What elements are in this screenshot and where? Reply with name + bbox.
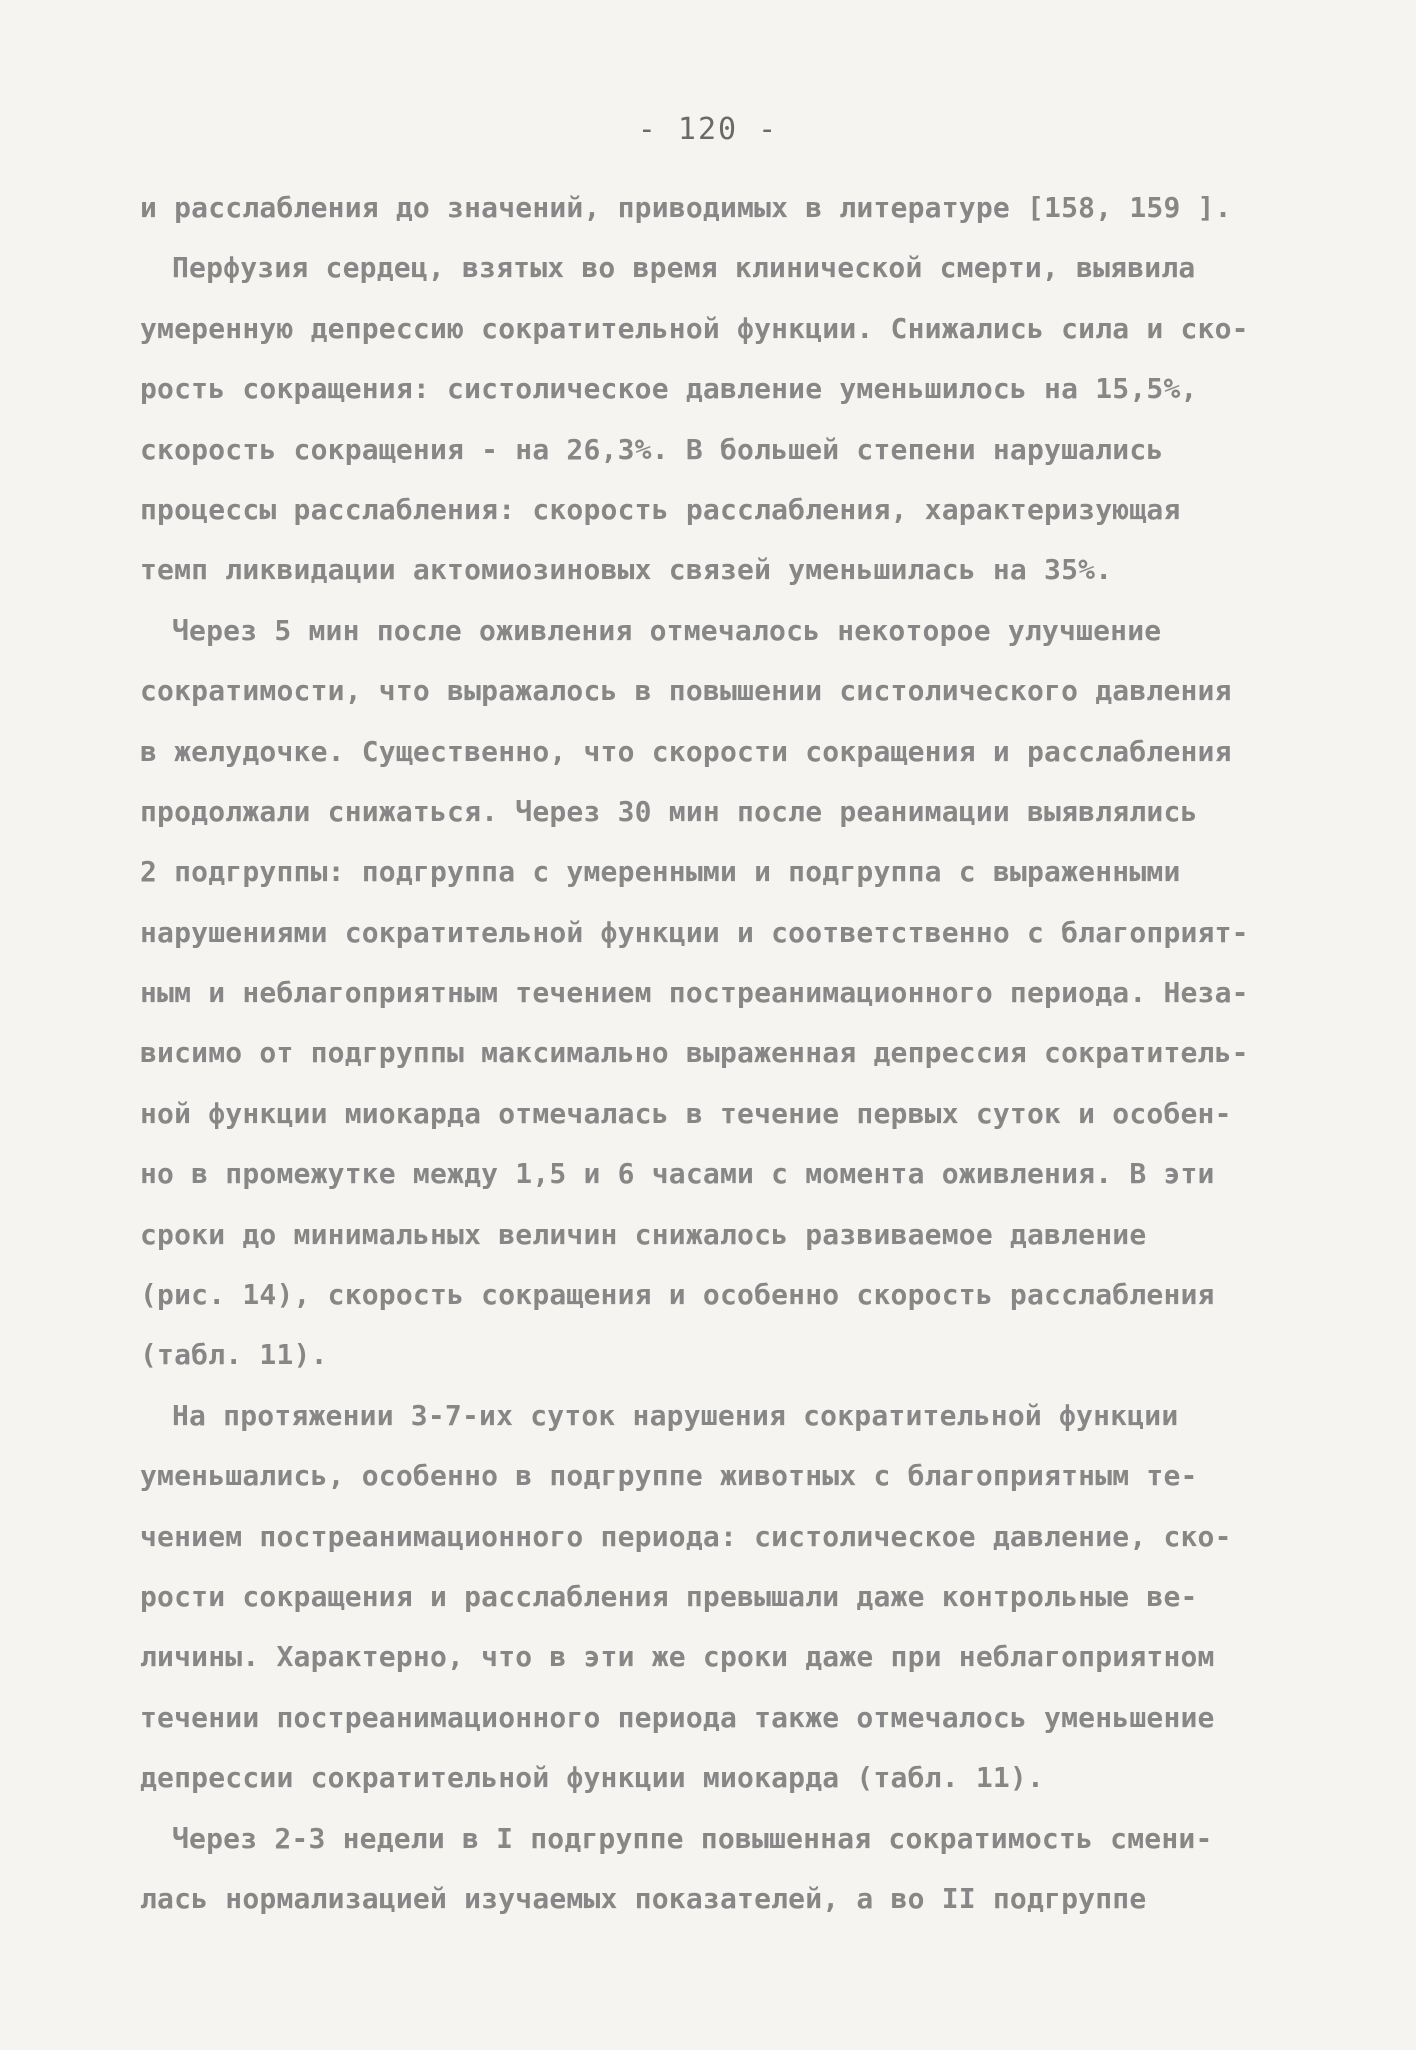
text-line: рости сокращения и расслабления превышали даже контрольные ве-: [140, 1579, 1198, 1613]
text-line: умеренную депрессию сократительной функции. Снижались сила и ско-: [140, 311, 1249, 345]
text-line: (табл. 11).: [140, 1338, 328, 1372]
text-line: но в промежутке между 1,5 и 6 часами с момента оживления. В эти: [140, 1157, 1215, 1191]
text-line: процессы расслабления: скорость расслабления, характеризующая: [140, 492, 1181, 526]
text-line: ной функции миокарда отмечалась в течение первых суток и особен-: [140, 1096, 1232, 1130]
text-line: висимо от подгруппы максимально выраженная депрессия сократитель-: [140, 1036, 1249, 1070]
text-line: депрессии сократительной функции миокарда (табл. 11).: [140, 1761, 1045, 1795]
text-line: сроки до минимальных величин снижалось развиваемое давление: [140, 1217, 1147, 1251]
text-line: скорость сокращения - на 26,3%. В большей степени нарушались: [140, 432, 1164, 466]
text-line: в желудочке. Существенно, что скорости сокращения и расслабления: [140, 734, 1232, 768]
text-line: Через 2-3 недели в I подгруппе повышенная сократимость смени-: [172, 1821, 1213, 1855]
text-line: уменьшались, особенно в подгруппе животных с благоприятным те-: [140, 1459, 1198, 1493]
text-line: сократимости, что выражалось в повышении систолического давления: [140, 674, 1232, 708]
text-line: 2 подгруппы: подгруппа с умеренными и подгруппа с выраженными: [140, 855, 1181, 889]
text-line: продолжали снижаться. Через 30 мин после реанимации выявлялись: [140, 794, 1198, 828]
text-line: (рис. 14), скорость сокращения и особенно скорость расслабления: [140, 1278, 1215, 1312]
text-line: и расслабления до значений, приводимых в литературе [158, 159 ].: [140, 191, 1232, 224]
text-line: личины. Характерно, что в эти же сроки даже при неблагоприятном: [140, 1640, 1215, 1674]
page-number: - 120 -: [637, 112, 779, 147]
text-line: Перфузия сердец, взятых во время клинической смерти, выявила: [172, 251, 1196, 285]
text-line: ным и неблагоприятным течением постреанимационного периода. Неза-: [140, 976, 1249, 1010]
text-line: На протяжении 3-7-их суток нарушения сократительной функции: [172, 1398, 1179, 1432]
text-line: рость сокращения: систолическое давление уменьшилось на 15,5%,: [140, 372, 1198, 406]
text-line: Через 5 мин после оживления отмечалось некоторое улучшение: [172, 613, 1162, 647]
text-line: течении постреанимационного периода также отмечалось уменьшение: [140, 1700, 1215, 1734]
body-text: [140, 178, 1280, 1929]
text-line: лась нормализацией изучаемых показателей, а во II подгруппе: [140, 1881, 1147, 1915]
text-line: чением постреанимационного периода: систолическое давление, ско-: [140, 1519, 1232, 1553]
text-line: нарушениями сократительной функции и соответственно с благоприят-: [140, 915, 1249, 949]
text-line: темп ликвидации актомиозиновых связей уменьшилась на 35%.: [140, 553, 1113, 587]
